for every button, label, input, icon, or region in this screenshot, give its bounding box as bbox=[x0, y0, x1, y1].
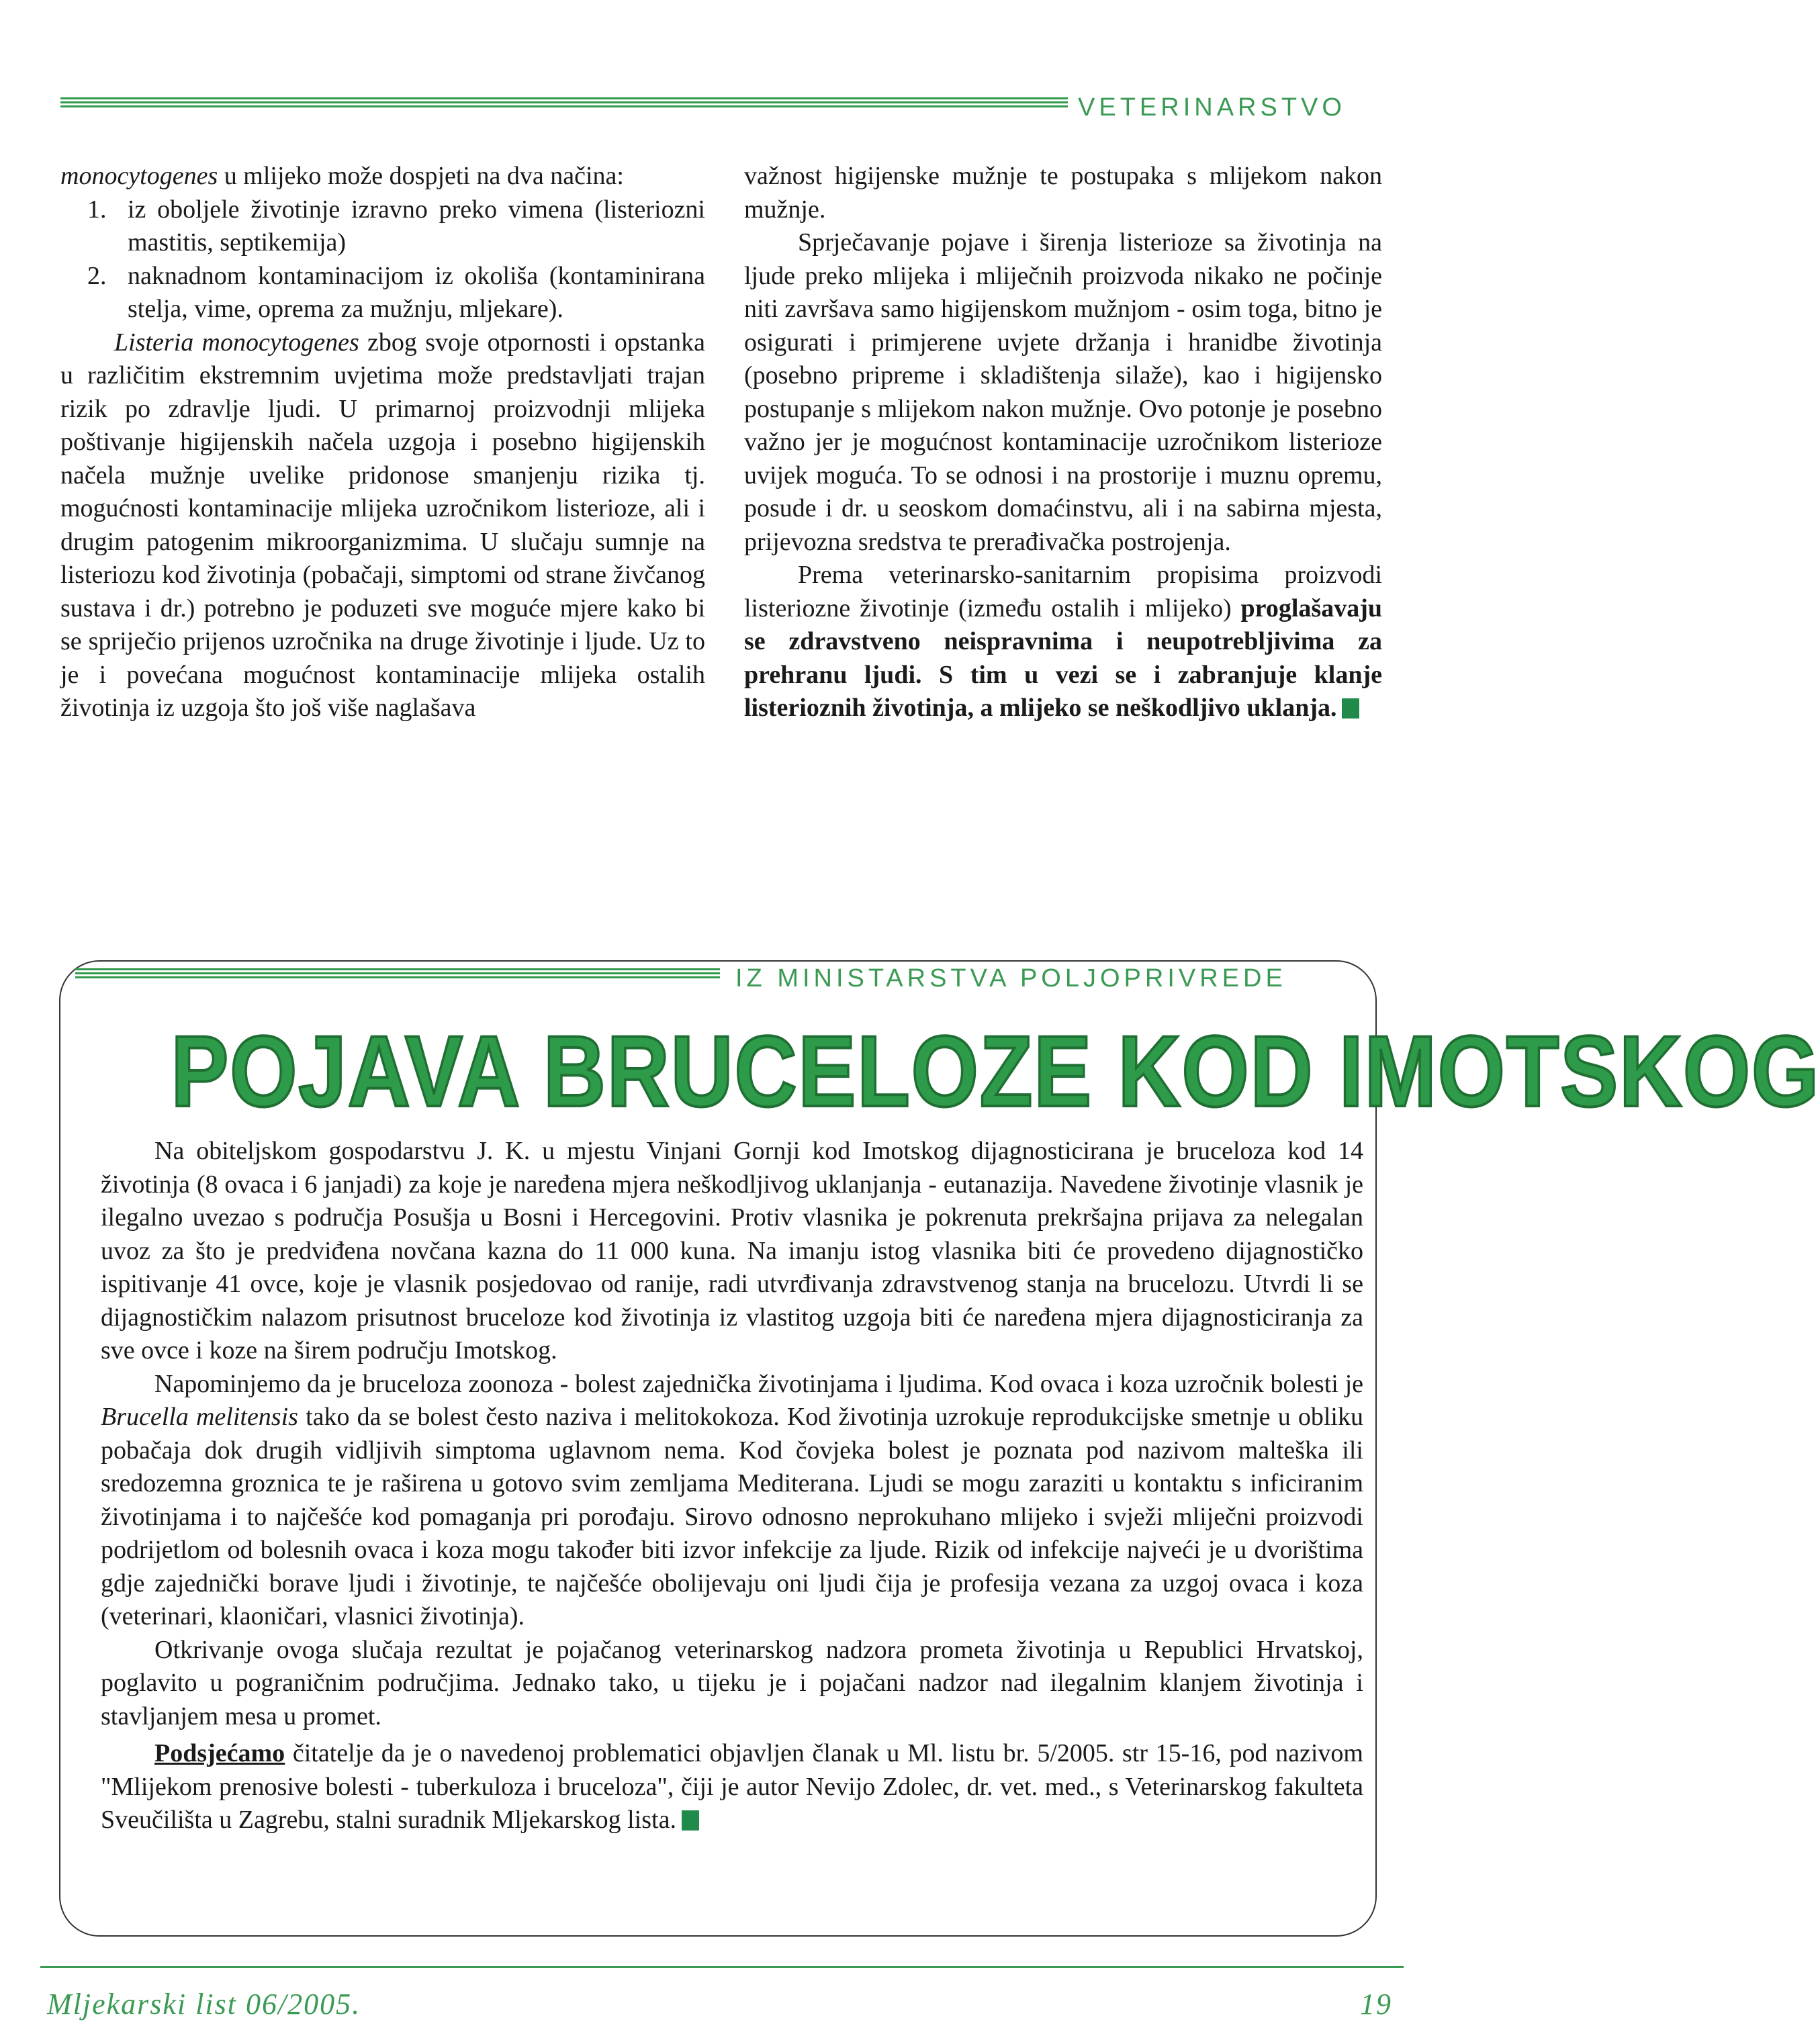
contamination-list bbox=[60, 193, 705, 326]
list-item bbox=[60, 193, 705, 260]
reminder-lead: Podsjećamo bbox=[154, 1739, 285, 1767]
box-paragraph-1: Na obiteljskom gospodarstvu J. K. u mjestu Vinjani Gornji kod Imotskog dijagnosticirana je bruceloza kod 14 životinja (8 ovaca i 6 janjadi) za koje je naređena mjera neškodljivog uklanjanja - eutanazija. Navedene životinje vlasnik je ilegalno uvezao s područja Posušja u Bosni i Hercegovini. Protiv vlasnika je pokrenuta prekršajna prijava za nelegalan uvoz za što je predviđena novčana kazna do 11 000 kuna. Na imanju istog vlasnika biti će provedeno dijagnostičko ispitivanje 41 ovce, koje je vlasnik posjedovao od ranije, radi utvrđivanja zdravstvenog stanja na brucelozu. Utvrdi li se dijagnostičkim nalazom prisutnost bruceloze kod životinja iz vlastitog uzgoja biti će naređena mjera dijagnosticiranja za sve ovce i koze na širem području Imotskog. bbox=[101, 1137, 1363, 1364]
journal-name: Mljekarski list 06/2005. bbox=[47, 1988, 361, 2021]
headline: POJAVA BRUCELOZE KOD IMOTSKOG bbox=[171, 1015, 1820, 1127]
list-number: 2. bbox=[87, 261, 107, 290]
right-paragraph-3 bbox=[744, 559, 1382, 725]
end-mark-icon bbox=[682, 1810, 699, 1831]
right-paragraph-2: Sprječavanje pojave i širenja listerioze sa životinja na ljude preko mlijeka i mliječnih proizvoda nikako ne počinje niti završava samo higijenskom mužnjom - osim toga, bitno je osigurati i primjerene uvjete držanja i hranidbe životinja (posebno pripreme i skladištenja silaže), kao i higijensko postupanje s mlijekom nakon mužnje. Ovo potonje je posebno važno jer je mogućnost kontaminacije uzročnikom listerioze uvijek moguća. To se odnosi i na prostorije i muznu opremu, posude i dr. u seoskom domaćinstvu, ali i na sabirna mjesta, prijevozna sredstva te prerađivačka postrojenja. bbox=[744, 228, 1382, 556]
box-paragraph-3: Otkrivanje ovoga slučaja rezultat je pojačanog veterinarskog nadzora prometa životinja u Republici Hrvatskoj, poglavito u pograničnim područjima. Jednako tako, u tijeku je i pojačani nadzor nad ilegalnim klanjem životinja i stavljanjem mesa u promet. bbox=[101, 1635, 1363, 1730]
left-paragraph-2-text: zbog svoje otpornosti i opstanka u različitim ekstremnim uvjetima može predstavljati trajan rizik po zdravlje ljudi. U primarnoj proizvodnji mlijeka poštivanje higijenskih načela uzgoja i posebno higijenskih načela mužnje uvelike pridonose smanjenju rizika tj. mogućnosti kontaminacije mlijeka uzročnikom listerioze, ali i drugim patogenim mikroorganizmima. U slučaju sumnje na listeriozu kod životinja (pobačaji, simptomi od strane živčanog sustava i dr.) potrebno je poduzeti sve moguće mjere kako bi se spriječio prijenos uzročnika na druge životinje i ljude. Uz to je i povećana mogućnost kontaminacije mlijeka ostalih životinja iz uzgoja što još više naglašava bbox=[60, 328, 705, 722]
right-column bbox=[744, 160, 1382, 725]
species-name: Brucella melitensis bbox=[101, 1403, 298, 1431]
box-section-label: IZ MINISTARSTVA POLJOPRIVREDE bbox=[735, 964, 1287, 992]
box-paragraph-4-text: čitatelje da je o navedenoj problematici objavljen članak u Ml. listu br. 5/2005. str 15-16, pod nazivom "Mlijekom prenosive bolesti - tuberkuloza i bruceloza", čiji je autor Nevijo Zdolec, dr. vet. med., s Veterinarskog fakulteta Sveučilišta u Zagrebu, stalni suradnik Mljekarskog lista. bbox=[101, 1739, 1363, 1834]
left-paragraph-2 bbox=[60, 326, 705, 725]
species-name: Listeria monocytogenes bbox=[114, 328, 359, 357]
box-paragraph-4 bbox=[101, 1737, 1363, 1837]
footer-rule bbox=[40, 1966, 1404, 1968]
right-paragraph-1: važnost higijenske mužnje te postupaka s mlijekom nakon mužnje. bbox=[744, 162, 1382, 224]
page-number: 19 bbox=[1360, 1988, 1392, 2021]
species-name: monocytogenes bbox=[60, 162, 218, 190]
list-number: 1. bbox=[87, 195, 107, 224]
box-paragraph-2-text-b: tako da se bolest često naziva i melitokokoza. Kod životinja uzrokuje reprodukcijske smetnje u obliku pobačaja dok drugih vidljivih simptoma uglavnom nema. Kod čovjeka bolest je poznata pod nazivom malteška ili sredozemna groznica te je raširena u gotovo svim zemljama Mediterana. Ljudi se mogu zaraziti u kontaktu s inficiranim životinjama i to najčešće kod pomaganja pri porođaju. Sirovo odnosno neprokuhano mlijeko i svježi mliječni proizvodi podrijetlom od bolesnih ovaca i koza mogu također biti izvor infekcije za ljude. Rizik od infekcije najveći je u dvorištima gdje zajednički borave ljudi i životinje, te najčešće obolijevaju oni ljudi čija je profesija vezana za uzgoj ovaca i koza (veterinari, klaoničari, vlasnici životinja). bbox=[101, 1403, 1363, 1630]
right-paragraph-3-text: Prema veterinarsko-sanitarnim propisima proizvodi listeriozne životinje (između ostalih i mlijeko) bbox=[744, 561, 1382, 622]
list-item bbox=[60, 260, 705, 326]
end-mark-icon bbox=[1342, 698, 1359, 719]
left-paragraph-1-text: u mlijeko može dospjeti na dva načina: bbox=[218, 162, 624, 190]
box-article bbox=[101, 1135, 1363, 1837]
box-paragraph-2-text-a: Napominjemo da je bruceloza zoonoza - bolest zajednička životinjama i ljudima. Kod ovaca i koza uzročnik bolesti je bbox=[154, 1369, 1363, 1398]
left-column bbox=[60, 160, 705, 725]
box-header-rule bbox=[75, 968, 720, 980]
header-rule bbox=[60, 97, 1068, 109]
list-text: iz oboljele životinje izravno preko vimena (listeriozni mastitis, septikemija) bbox=[128, 195, 705, 257]
section-label: VETERINARSTVO bbox=[1078, 93, 1346, 122]
box-paragraph-2 bbox=[101, 1368, 1363, 1634]
left-paragraph-1 bbox=[60, 160, 705, 193]
list-text: naknadnom kontaminacijom iz okoliša (kontaminirana stelja, vime, oprema za mužnju, mljekare). bbox=[128, 261, 705, 323]
regulation-emphasis: proglašavaju se zdravstveno neispravnima i neupotrebljivima za prehranu ljudi. S tim u vezi se i zabranjuje klanje listerioznih životinja, a mlijeko se neškodljivo uklanja. bbox=[744, 594, 1382, 722]
